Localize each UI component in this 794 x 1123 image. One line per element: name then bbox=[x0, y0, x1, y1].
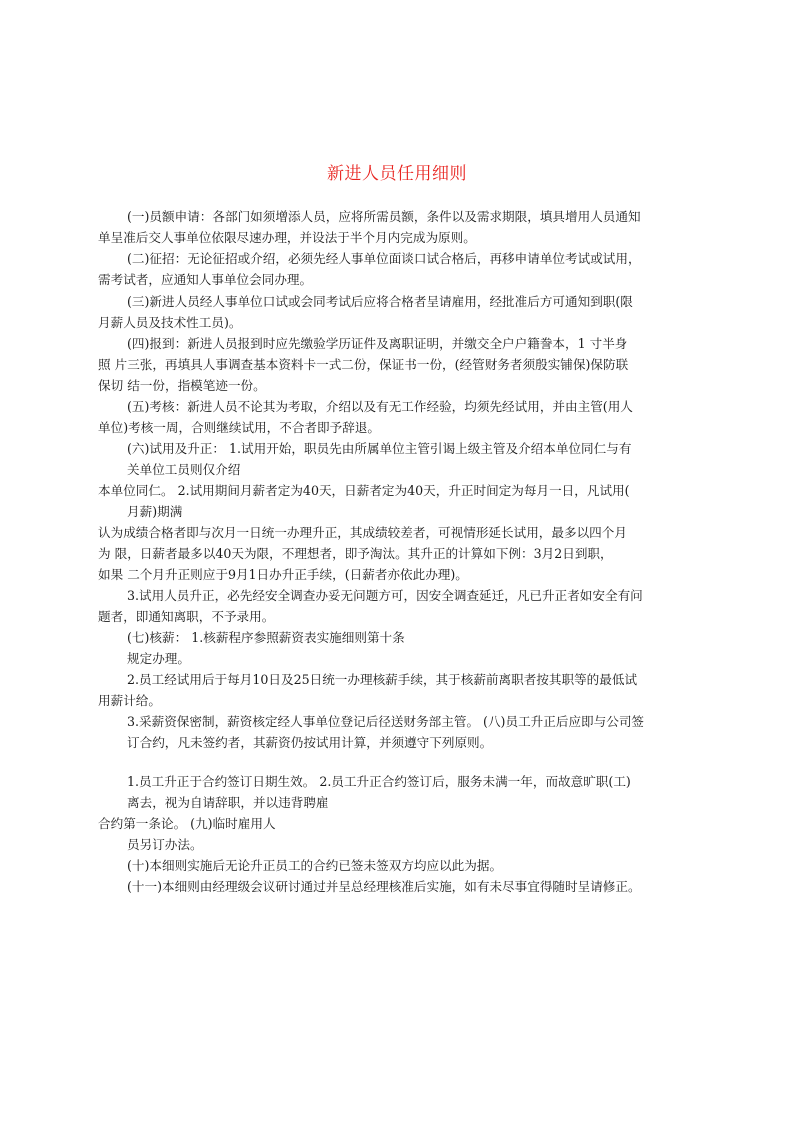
text-line: (六)试用及升正： 1.试用开始，职员先由所属单位主管引谒上级主管及介绍本单位同仁与有 bbox=[127, 441, 632, 456]
text-line: (十一)本细则由经理级会议研讨通过并呈总经理核准后实施，如有未尽事宜得随时呈请修正。 bbox=[127, 879, 641, 894]
text-line: 本单位同仁。 2.试用期间月薪者定为40天，日薪者定为40天，升正时间定为每月一日，凡试用( bbox=[98, 483, 630, 498]
text-line: (三)新进人员经人事单位口试或会同考试后应将合格者呈请雇用，经批准后方可通知到职(限 bbox=[127, 294, 633, 309]
text-line: 为 限，日薪者最多以40天为限，不理想者，即予淘汰。其升正的计算如下例：3月2日到职， bbox=[98, 546, 613, 561]
text-line: 员另订办法。 bbox=[127, 837, 203, 852]
text-line: 照 片三张，再填具人事调查基本资料卡一式二份，保证书一份，(经管财务者须殷实铺保)保防联 bbox=[98, 357, 629, 372]
text-line: 保切 结一份，指模笔迹一份。 bbox=[98, 378, 266, 393]
text-line: 用薪计给。 bbox=[98, 693, 161, 708]
text-line: 3.采薪资保密制，薪资核定经人事单位登记后径送财务部主管。 (八)员工升正后应即与公司签 bbox=[127, 714, 645, 729]
text-line: 单位)考核一周，合则继续试用，不合者即予辞退。 bbox=[98, 420, 380, 435]
text-line: 离去，视为自请辞职，并以违背聘雇 bbox=[127, 795, 329, 810]
text-line: (二)征招：无论征招或介绍，必须先经人事单位面谈口试合格后，再移申请单位考试或试用， bbox=[127, 251, 641, 266]
text-line: 3.试用人员升正，必先经安全调查办妥无问题方可，因安全调查延迁，凡已升正者如安全有问 bbox=[127, 588, 643, 603]
text-line: (七)核薪： 1.核薪程序参照薪资表实施细则第十条 bbox=[127, 630, 405, 645]
text-line: 月薪人员及技术性工员)。 bbox=[98, 315, 242, 330]
text-line: 规定办理。 bbox=[127, 651, 190, 666]
text-line: (四)报到：新进人员报到时应先缴验学历证件及离职证明，并缴交全户户籍誊本，1 寸半身 bbox=[127, 336, 628, 351]
text-line: 2.员工经试用后于每月10日及25日统一办理核薪手续，其于核薪前离职者按其职等的最低试 bbox=[127, 672, 638, 687]
text-line: (五)考核：新进人员不论其为考取，介绍以及有无工作经验，均须先经试用，并由主管(用人 bbox=[127, 399, 633, 414]
text-line: 关单位工员则仅介绍 bbox=[127, 462, 241, 477]
text-line: (一)员额申请：各部门如须增添人员，应将所需员额，条件以及需求期限，填具增用人员通知 bbox=[127, 209, 641, 224]
text-line: 单呈准后交人事单位依限尽速办理，并设法于半个月内完成为原则。 bbox=[98, 230, 476, 245]
text-line: 题者，即通知离职，不予录用。 bbox=[98, 609, 275, 624]
text-line: 合约第一条论。 (九)临时雇用人 bbox=[98, 816, 276, 831]
text-line: 1.员工升正于合约签订日期生效。 2.员工升正合约签订后，服务未满一年，而故意旷职(工) bbox=[127, 774, 631, 789]
document-title: 新进人员任用细则 bbox=[327, 164, 467, 184]
text-line: 月薪)期满 bbox=[127, 504, 183, 519]
text-line: 订合约，凡未签约者，其薪资仍按试用计算，并须遵守下列原则。 bbox=[127, 735, 493, 750]
text-line: 认为成绩合格者即与次月一日统一办理升正，其成绩较差者，可视情形延长试用，最多以四个月 bbox=[98, 525, 627, 540]
text-line: 需考试者，应通知人事单位会同办理。 bbox=[98, 272, 313, 287]
text-line: 如果 二个月升正则应于9月1日办升正手续，(日薪者亦依此办理)。 bbox=[98, 567, 468, 582]
text-line: (十)本细则实施后无论升正员工的合约已签未签双方均应以此为据。 bbox=[127, 858, 503, 873]
